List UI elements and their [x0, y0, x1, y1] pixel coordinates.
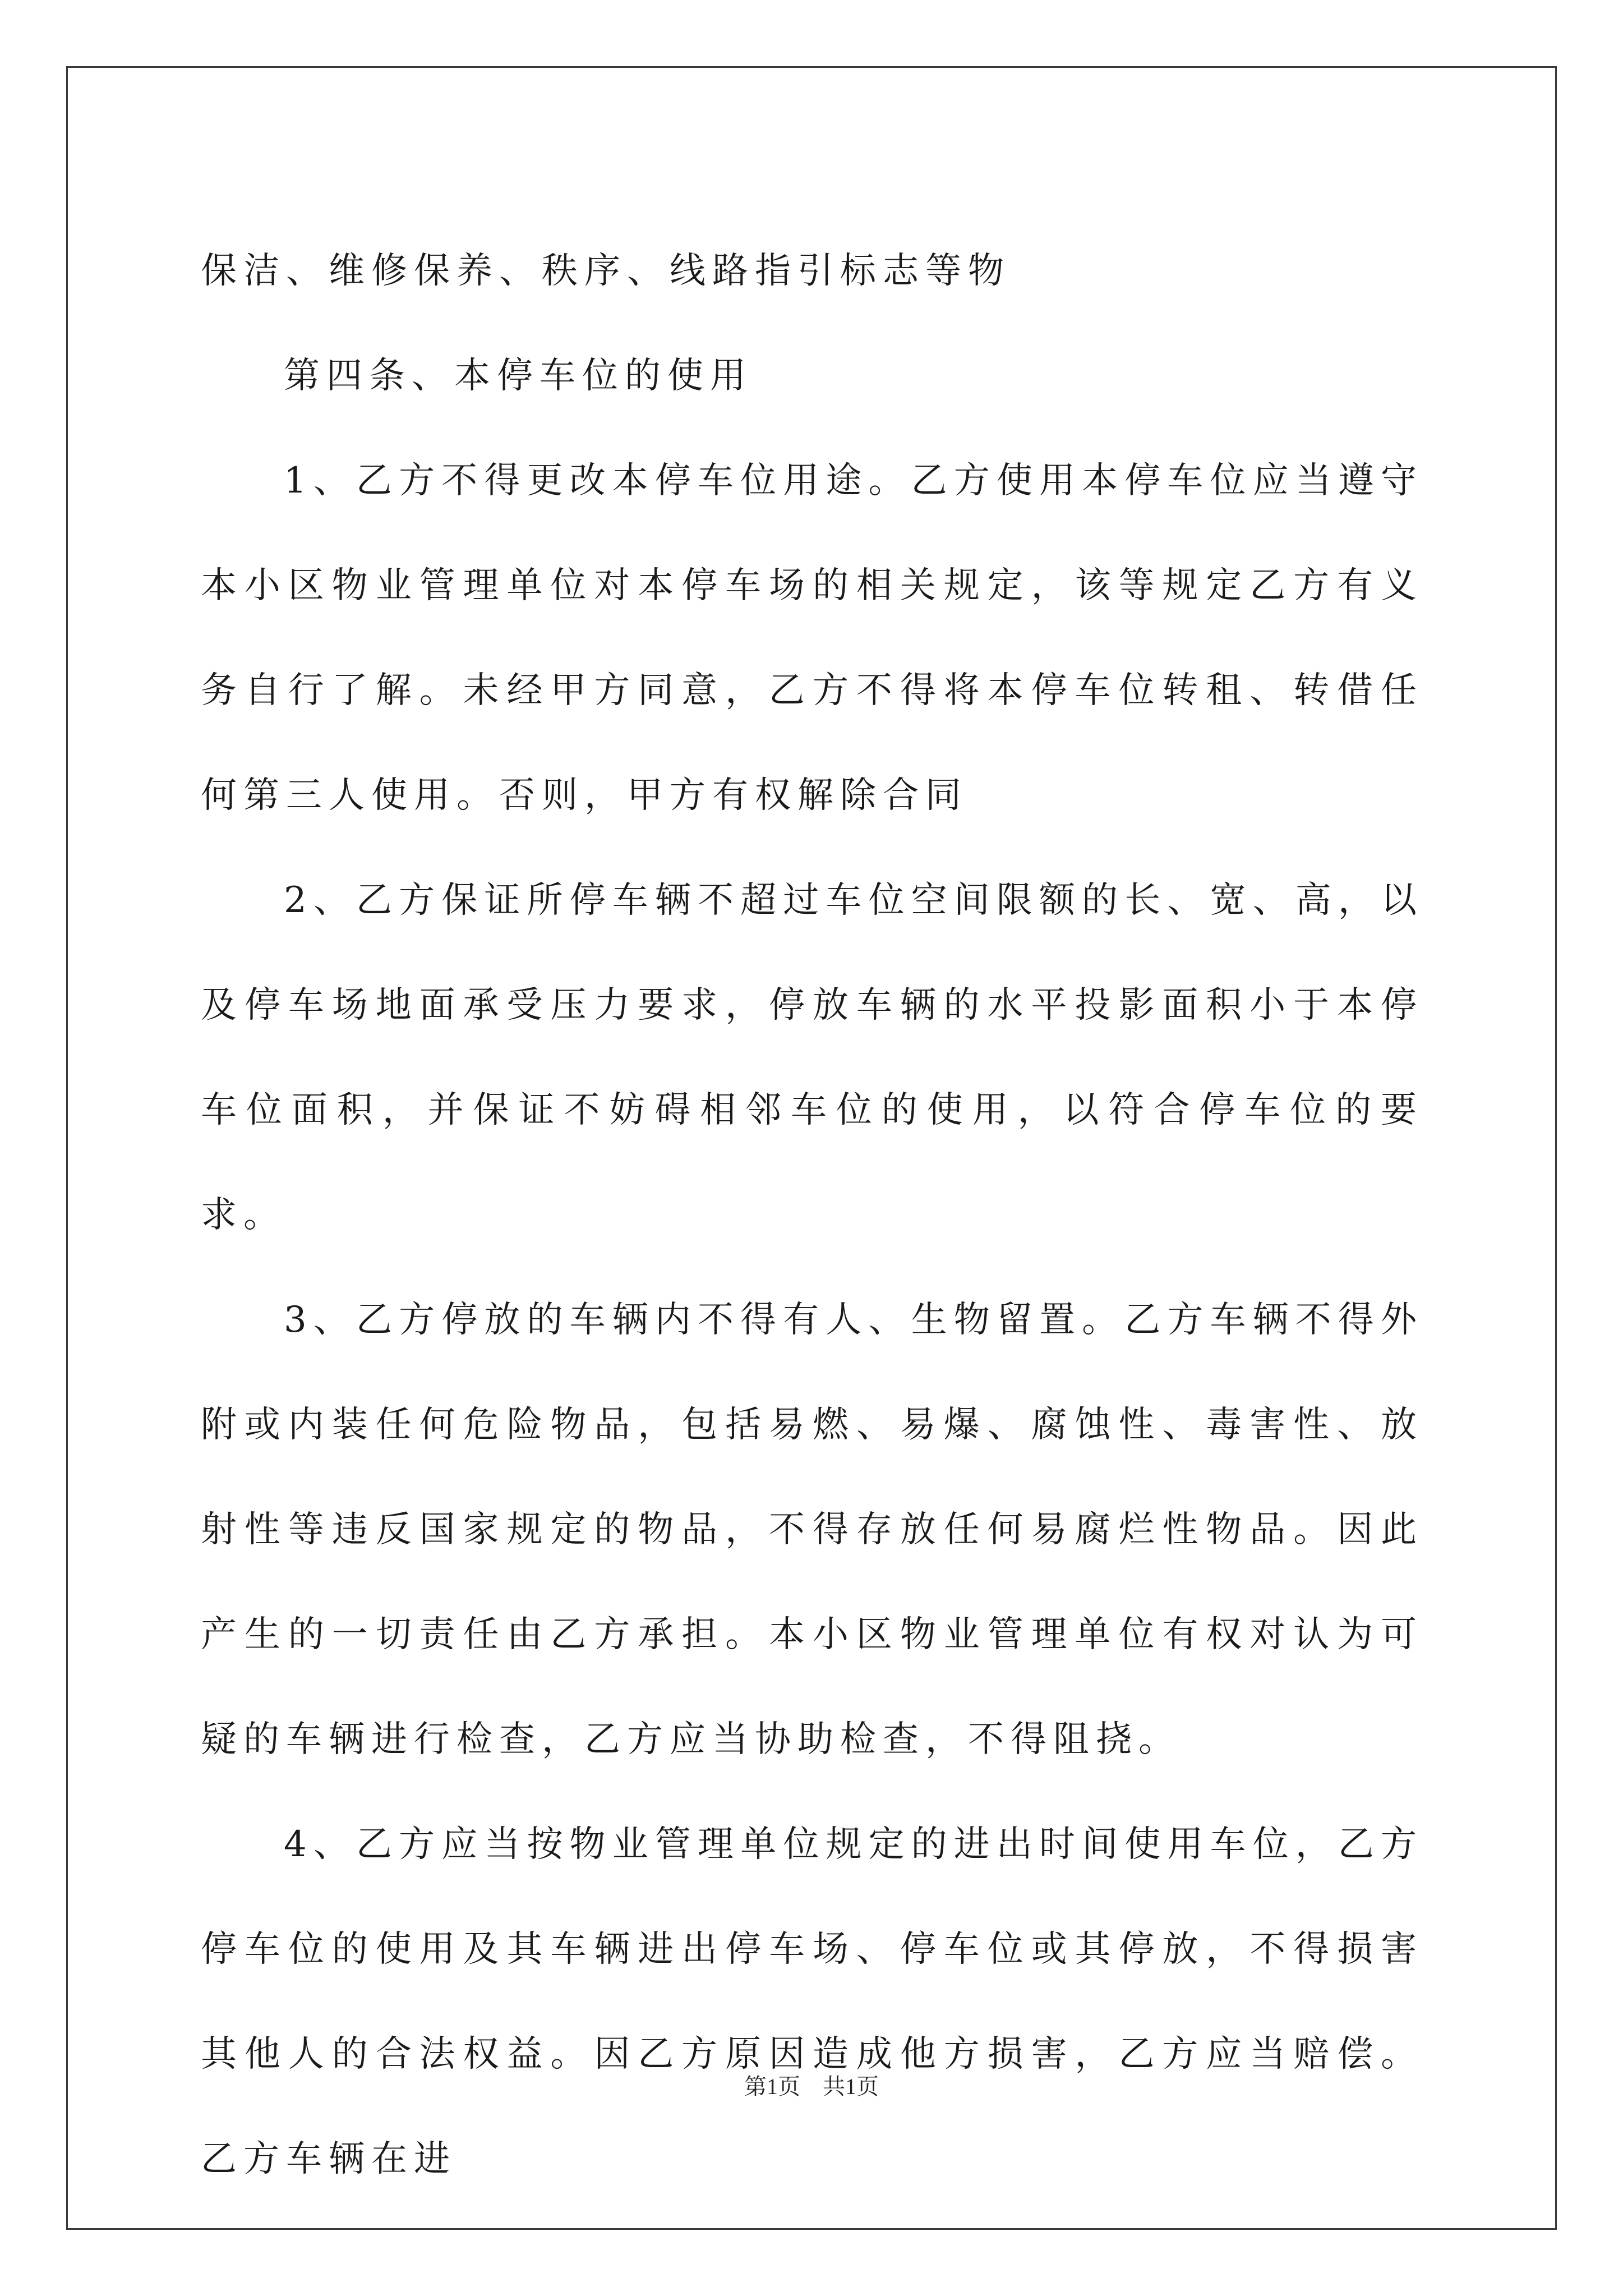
page-number-footer: 第1页 共1页: [744, 2074, 879, 2099]
paragraph-continuation: 保洁、维修保养、秩序、线路指引标志等物: [201, 250, 1011, 292]
clause-2: 2、乙方保证所停车辆不超过车位空间限额的长、宽、高，以及停车场地面承受压力要求，停放车辆的水平投影面积小于本停车位面积，并保证不妨碍相邻车位的使用，以符合停车位的要求。: [201, 880, 1423, 1236]
document-body: [201, 219, 1423, 2212]
clause-3: 3、乙方停放的车辆内不得有人、生物留置。乙方车辆不得外附或内装任何危险物品，包括易燃、易爆、腐蚀性、毒害性、放射性等违反国家规定的物品，不得存放任何易腐烂性物品。因此产生的一切责任由乙方承担。本小区物业管理单位有权对认为可疑的车辆进行检查，乙方应当协助检查，不得阻挠。: [201, 1299, 1423, 1760]
clause-1: 1、乙方不得更改本停车位用途。乙方使用本停车位应当遵守本小区物业管理单位对本停车场的相关规定，该等规定乙方有义务自行了解。未经甲方同意，乙方不得将本停车位转租、转借任何第三人使用。否则，甲方有权解除合同: [201, 460, 1423, 816]
clause-4: 4、乙方应当按物业管理单位规定的进出时间使用车位，乙方停车位的使用及其车辆进出停车场、停车位或其停放，不得损害其他人的合法权益。因乙方原因造成他方损害，乙方应当赔偿。乙方车辆在进: [201, 1824, 1423, 2180]
section-heading: 第四条、本停车位的使用: [284, 355, 753, 397]
